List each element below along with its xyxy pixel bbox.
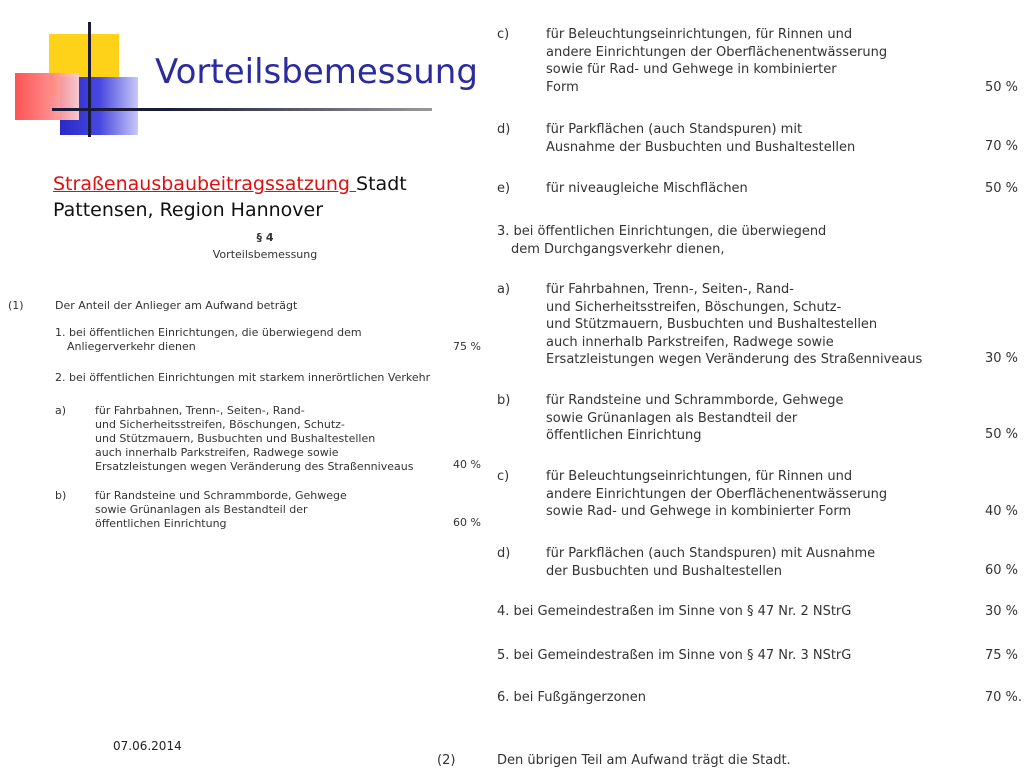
item-2a-percent: 40 %	[453, 458, 481, 471]
satzung-link[interactable]: Straßenausbaubeitragssatzung	[53, 173, 357, 195]
paragraph-1-text: Der Anteil der Anlieger am Aufwand beträgt	[55, 299, 298, 312]
item-2c-line: Form	[546, 79, 579, 95]
item-3a-line: und Stützmauern, Busbuchten und Bushaltestellen	[546, 317, 878, 332]
item-2d-text	[546, 121, 855, 156]
item-3d-text	[546, 545, 875, 580]
item-2b-percent: 60 %	[453, 516, 481, 529]
item-3c-line: andere Einrichtungen der Oberflächenentwässerung	[546, 486, 888, 502]
item-3-line: dem Durchgangsverkehr dienen,	[511, 241, 725, 257]
item-3c-line: sowie Rad- und Gehwege in kombinierter Form	[546, 504, 852, 519]
item-3a-text	[546, 281, 922, 369]
item-2a-line: Ersatzleistungen wegen Veränderung des Straßenniveaus	[95, 460, 414, 473]
item-2d-percent: 70 %	[984, 139, 1018, 154]
item-3-heading	[497, 223, 826, 258]
item-3a-percent: 30 %	[984, 351, 1018, 366]
item-2c-line: für Beleuchtungseinrichtungen, für Rinnen und	[546, 27, 853, 42]
slide-date: 07.06.2014	[113, 739, 182, 753]
slide-title: Vorteilsbemessung	[155, 52, 478, 92]
item-3a-line: für Fahrbahnen, Trenn-, Seiten-, Rand-	[546, 282, 794, 297]
item-2e-label: e)	[497, 181, 511, 196]
item-2a-label: a)	[55, 404, 67, 417]
item-2b-line: für Randsteine und Schrammborde, Gehwege	[95, 489, 347, 502]
item-2d-line: für Parkflächen (auch Standspuren) mit	[546, 122, 803, 137]
paragraph-2-text: Den übrigen Teil am Aufwand trägt die Stadt.	[497, 753, 791, 768]
item-3c-label: c)	[497, 469, 510, 484]
item-6-text: 6. bei Fußgängerzonen	[497, 690, 647, 705]
item-2c-label: c)	[497, 27, 510, 42]
item-3d-label: d)	[497, 546, 511, 561]
paragraph-2-number: (2)	[437, 753, 456, 768]
item-2b-label: b)	[55, 489, 67, 502]
logo-vertical-line	[88, 22, 91, 137]
item-3d-line: der Busbuchten und Bushaltestellen	[546, 563, 783, 579]
item-2e-text: für niveaugleiche Mischflächen	[546, 181, 748, 196]
item-4-text: 4. bei Gemeindestraßen im Sinne von § 47 Nr. 2 NStrG	[497, 604, 852, 619]
item-2-text: 2. bei öffentlichen Einrichtungen mit starkem innerörtlichen Verkehr	[55, 371, 431, 384]
section-number: § 4	[256, 231, 274, 244]
item-3a-line: auch innerhalb Parkstreifen, Radwege sowie	[546, 334, 834, 350]
item-3c-text	[546, 468, 887, 521]
section-title: Vorteilsbemessung	[212, 248, 318, 261]
item-1-line-1: 1. bei öffentlichen Einrichtungen, die überwiegend dem	[55, 326, 362, 339]
title-underline	[52, 108, 432, 111]
item-2a-line: und Stützmauern, Busbuchten und Bushaltestellen	[95, 432, 376, 445]
item-3b-line: öffentlichen Einrichtung	[546, 428, 702, 443]
item-3d-percent: 60 %	[984, 563, 1018, 578]
item-2c-line: sowie für Rad- und Gehwege in kombinierter	[546, 62, 837, 77]
item-3b-line: sowie Grünanlagen als Bestandteil der	[546, 410, 798, 426]
item-3b-percent: 50 %	[984, 427, 1018, 442]
item-2e-percent: 50 %	[984, 181, 1018, 196]
item-3c-percent: 40 %	[984, 504, 1018, 519]
item-2d-line: Ausnahme der Busbuchten und Bushaltestellen	[546, 139, 856, 155]
item-2a-line: auch innerhalb Parkstreifen, Radwege sowie	[95, 446, 339, 459]
item-2c-line: andere Einrichtungen der Oberflächenentwässerung	[546, 44, 888, 60]
item-2a-line: für Fahrbahnen, Trenn-, Seiten-, Rand-	[95, 404, 305, 417]
item-2b-line: sowie Grünanlagen als Bestandteil der	[95, 503, 308, 516]
slide-subtitle	[53, 171, 453, 223]
item-4-percent: 30 %	[984, 604, 1018, 619]
item-3b-line: für Randsteine und Schrammborde, Gehwege	[546, 393, 844, 408]
item-3a-line: Ersatzleistungen wegen Veränderung des Straßenniveaus	[546, 352, 923, 367]
item-3a-line: und Sicherheitsstreifen, Böschungen, Schutz-	[546, 299, 842, 315]
item-3d-line: für Parkflächen (auch Standspuren) mit Ausnahme	[546, 546, 876, 561]
subtitle-rest: Stadt Pattensen, Region Hannover	[53, 173, 407, 221]
item-6-percent: 70 %.	[984, 690, 1022, 705]
item-2c-percent: 50 %	[984, 80, 1018, 95]
item-5-percent: 75 %	[984, 648, 1018, 663]
item-2b-line: öffentlichen Einrichtung	[95, 517, 227, 530]
item-3c-line: für Beleuchtungseinrichtungen, für Rinnen und	[546, 469, 853, 484]
item-3a-label: a)	[497, 282, 511, 297]
item-2a-line: und Sicherheitsstreifen, Böschungen, Schutz-	[95, 418, 345, 431]
item-2c-text	[546, 26, 887, 96]
item-3b-label: b)	[497, 393, 511, 408]
paragraph-1-number: (1)	[8, 299, 24, 312]
item-2b-text	[95, 489, 347, 531]
item-5-text: 5. bei Gemeindestraßen im Sinne von § 47 Nr. 3 NStrG	[497, 648, 852, 663]
item-1-percent: 75 %	[453, 340, 481, 353]
item-3-line: 3. bei öffentlichen Einrichtungen, die überwiegend	[497, 224, 827, 239]
item-1-line-2: Anliegerverkehr dienen	[67, 340, 196, 353]
item-3b-text	[546, 392, 844, 445]
item-2d-label: d)	[497, 122, 511, 137]
logo-red-square	[15, 73, 79, 120]
item-2a-text	[95, 404, 413, 474]
